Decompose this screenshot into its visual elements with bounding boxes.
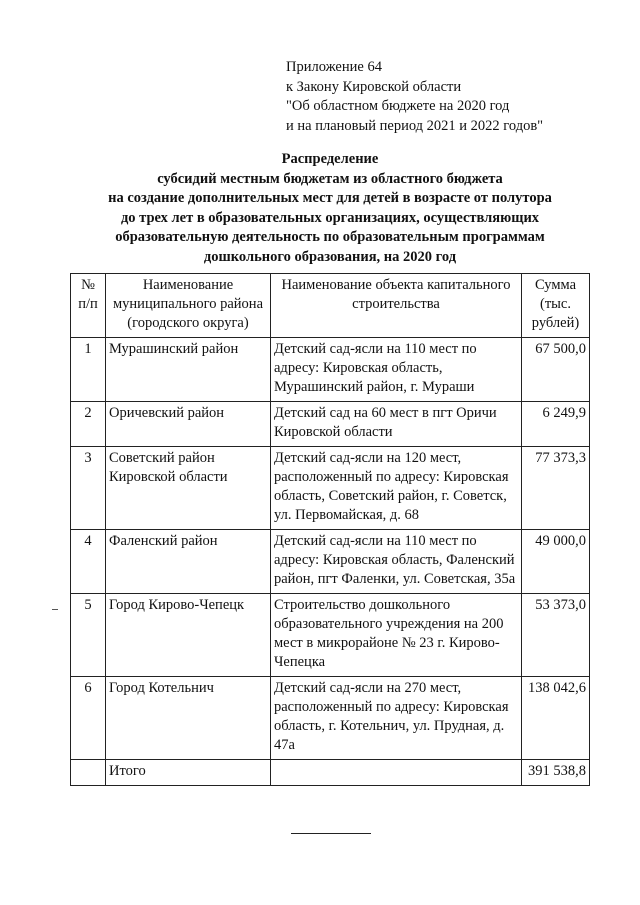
title-line: до трех лет в образовательных организациях, осуществляющих xyxy=(120,209,540,226)
appendix-line: и на плановый период 2021 и 2022 годов" xyxy=(286,117,544,134)
row-district: Город Котельнич xyxy=(106,677,271,760)
scan-speck xyxy=(52,609,58,610)
header-district: Наименование муниципального района (городского округа) xyxy=(106,274,271,338)
title-line: субсидий местным бюджетам из областного бюджета xyxy=(157,170,503,187)
appendix-line: к Закону Кировской области xyxy=(286,78,462,95)
row-object: Детский сад на 60 мест в пгт Оричи Кировской области xyxy=(271,402,522,447)
title-line: на создание дополнительных мест для детей в возрасте от полутора xyxy=(108,190,552,206)
closing-rule xyxy=(291,833,371,834)
row-sum: 6 249,9 xyxy=(522,402,590,447)
row-num: 3 xyxy=(71,447,106,530)
row-sum: 67 500,0 xyxy=(522,338,590,402)
row-num: 4 xyxy=(71,530,106,594)
header-object: Наименование объекта капитального строительства xyxy=(271,274,522,338)
row-num: 6 xyxy=(71,677,106,760)
table-row xyxy=(71,677,590,760)
row-sum: 138 042,6 xyxy=(522,677,590,760)
appendix-header xyxy=(286,58,543,136)
table-row xyxy=(71,530,590,594)
table-row xyxy=(71,402,590,447)
table-row xyxy=(71,338,590,402)
row-num: 5 xyxy=(71,594,106,677)
document-title xyxy=(70,150,590,267)
row-district: Мурашинский район xyxy=(106,338,271,402)
appendix-line: "Об областном бюджете на 2020 год xyxy=(286,98,510,114)
appendix-line: Приложение 64 xyxy=(286,59,382,75)
title-line: дошкольного образования, на 2020 год xyxy=(203,248,457,265)
row-object: Детский сад-ясли на 120 мест, расположенный по адресу: Кировская область, Советский район, г. Советск, ул. Первомайская, д. 68 xyxy=(271,447,522,530)
row-sum: 53 373,0 xyxy=(522,594,590,677)
table-total-row xyxy=(71,760,590,786)
row-object: Детский сад-ясли на 270 мест, расположенный по адресу: Кировская область, г. Котельнич, ул. Прудная, д. 47а xyxy=(271,677,522,760)
row-district: Город Кирово-Чепецк xyxy=(106,594,271,677)
distribution-table xyxy=(70,273,590,786)
table-row xyxy=(71,447,590,530)
row-object: Детский сад-ясли на 110 мест по адресу: Кировская область, Мурашинский район, г. Мураши xyxy=(271,338,522,402)
row-num: 2 xyxy=(71,402,106,447)
total-sum: 391 538,8 xyxy=(522,760,590,786)
table-row xyxy=(71,594,590,677)
row-num: 1 xyxy=(71,338,106,402)
row-object: Строительство дошкольного образовательного учреждения на 200 мест в микрорайоне № 23 г. Кирово-Чепецка xyxy=(271,594,522,677)
total-label: Итого xyxy=(106,760,271,786)
row-sum: 77 373,3 xyxy=(522,447,590,530)
row-district: Оричевский район xyxy=(106,402,271,447)
row-district: Советский район Кировской области xyxy=(106,447,271,530)
row-sum: 49 000,0 xyxy=(522,530,590,594)
total-num-empty xyxy=(71,760,106,786)
title-line: образовательную деятельность по образовательным программам xyxy=(115,229,545,245)
table-header-row xyxy=(71,274,590,338)
row-object: Детский сад-ясли на 110 мест по адресу: Кировская область, Фаленский район, пгт Фаленки, ул. Советская, 35а xyxy=(271,530,522,594)
header-sum: Сумма (тыс. рублей) xyxy=(522,274,590,338)
row-district: Фаленский район xyxy=(106,530,271,594)
title-line: Распределение xyxy=(281,151,379,167)
header-num: № п/п xyxy=(71,274,106,338)
total-object-empty xyxy=(271,760,522,786)
